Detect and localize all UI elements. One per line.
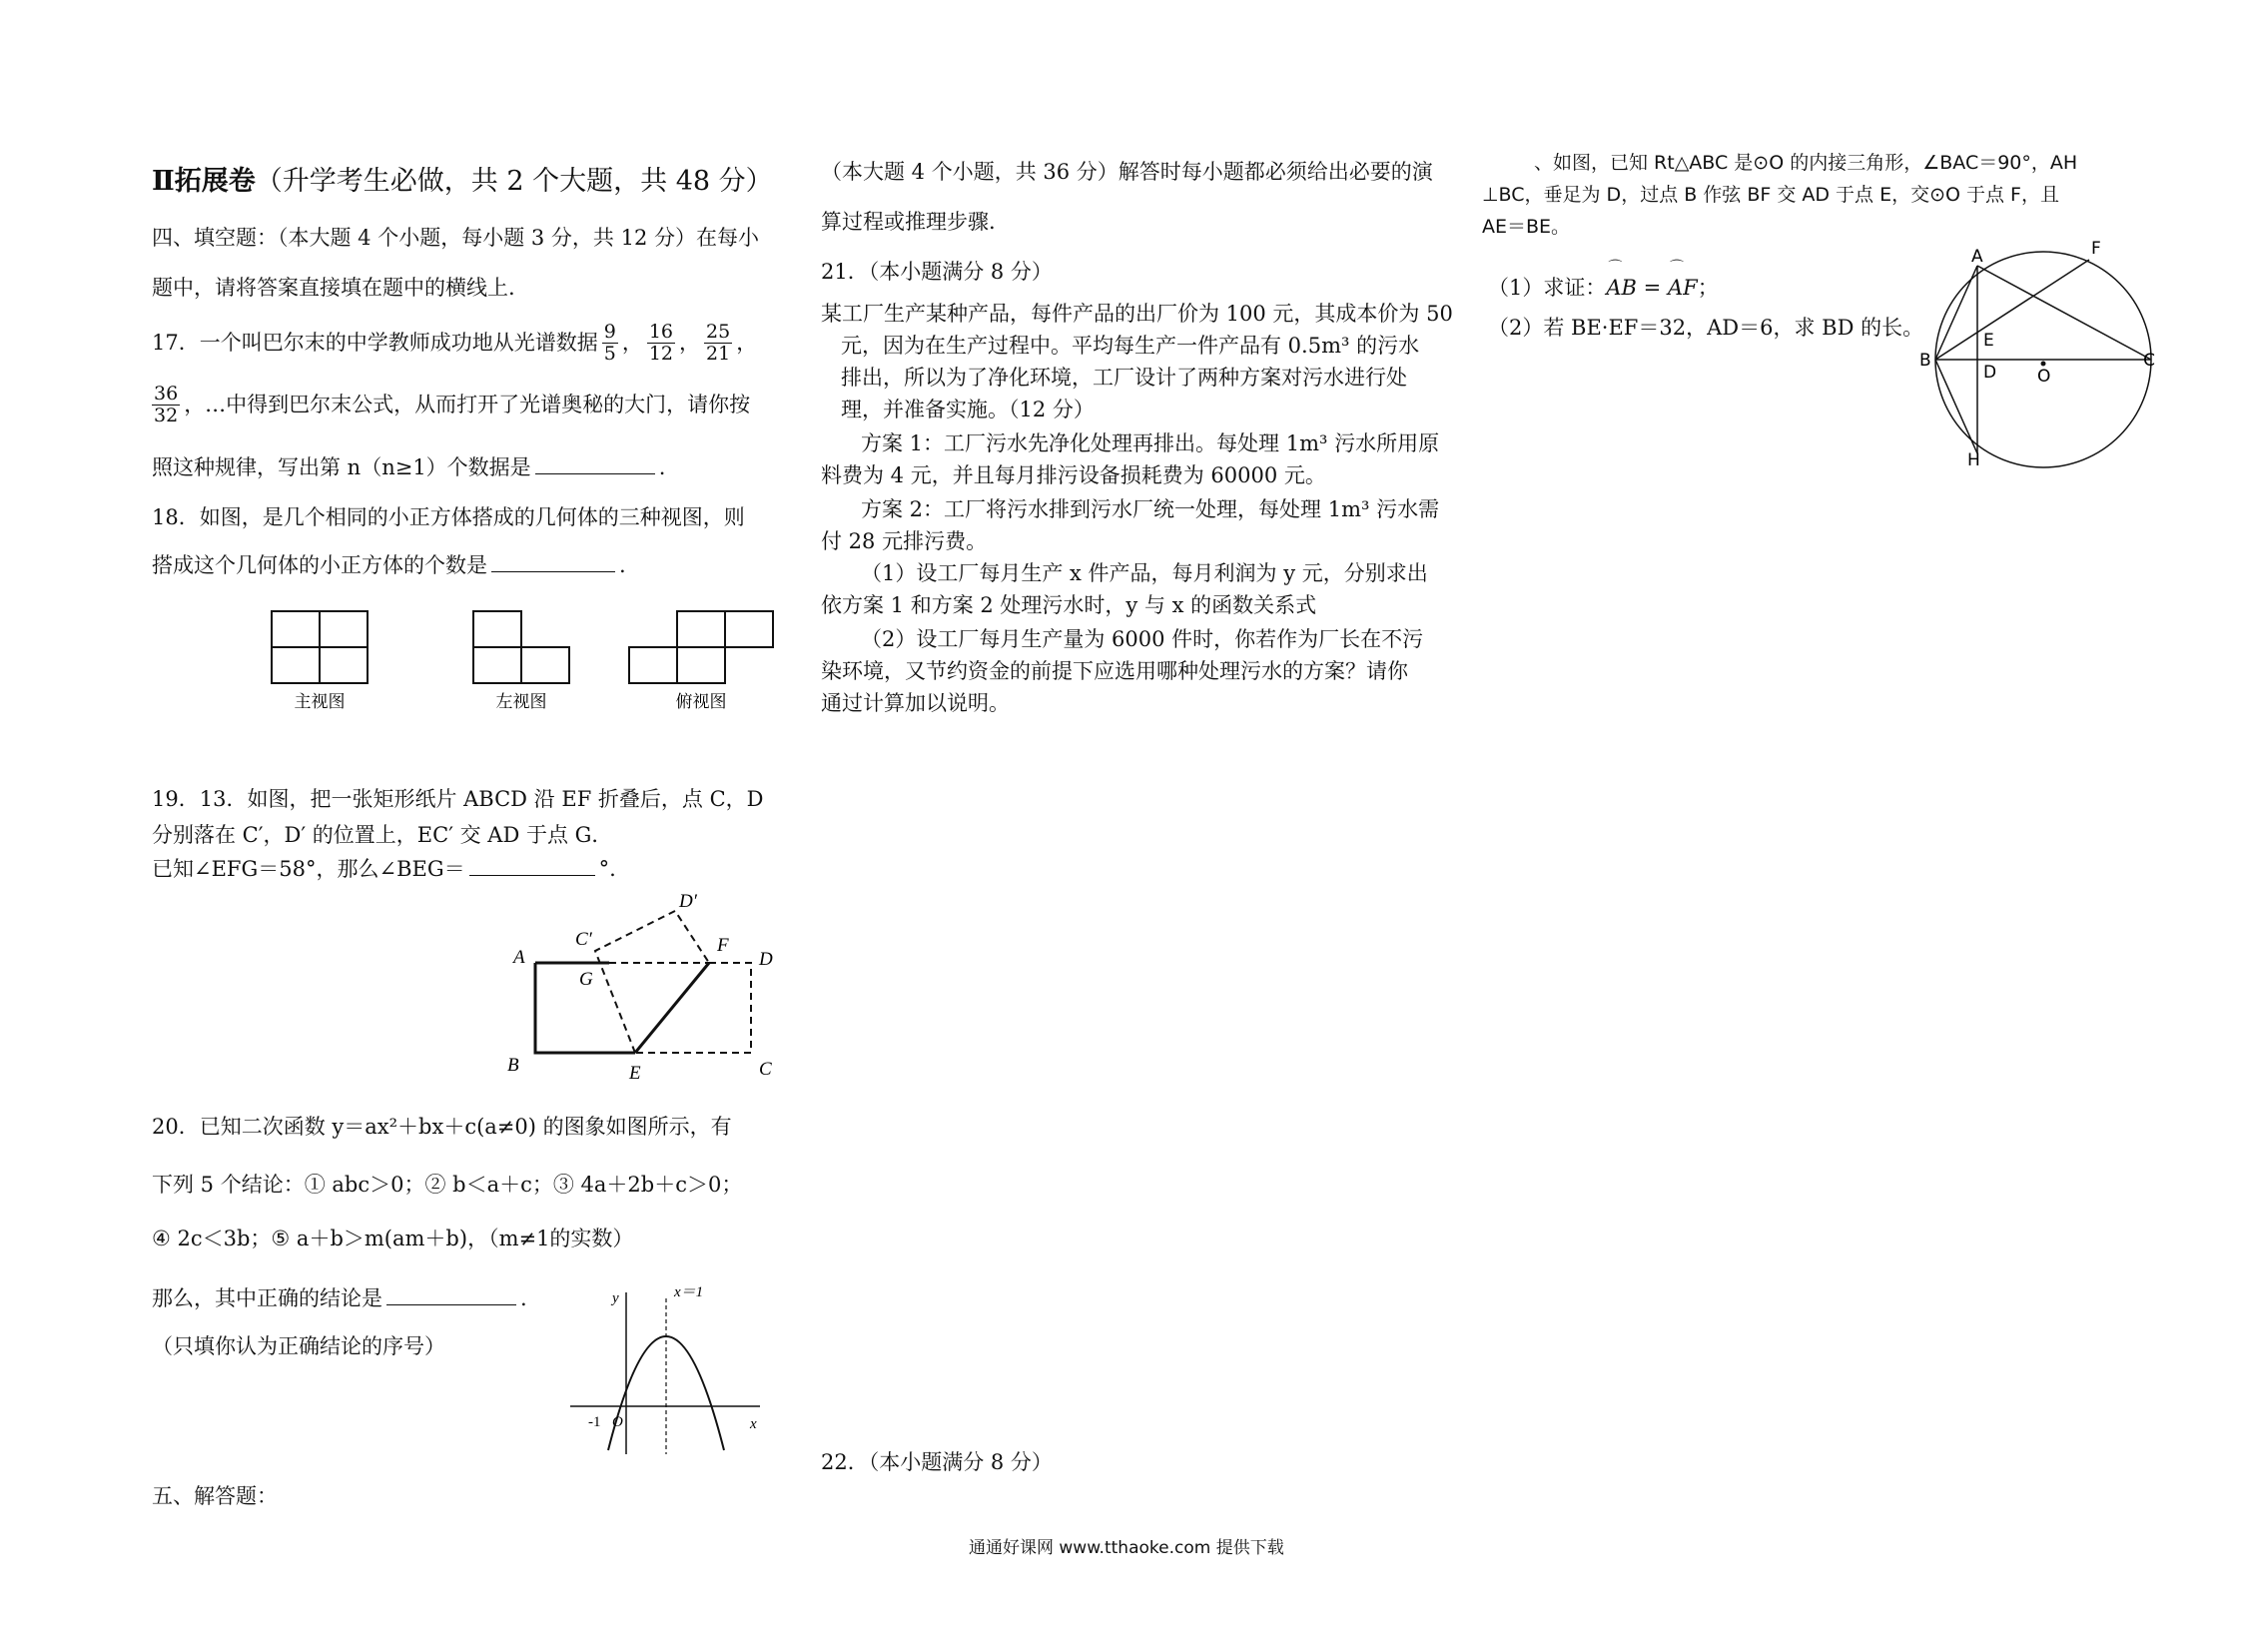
q20-line3: ④ 2c＜3b；⑤ a＋b＞m(am＋b)，（m≠1的实数） [152,1227,634,1250]
segment-bh [1935,360,1977,453]
q20-line1: 20．已知二次函数 y＝ax²＋bx＋c(a≠0) 的图象如图所示，有 [152,1115,732,1139]
front-view-label: 主视图 [294,692,346,711]
label-D: D [759,949,773,970]
label-B: B [507,1055,519,1076]
parabola-figure [564,1278,764,1458]
q17-line2 [148,384,750,426]
q17-line1: 17．一个叫巴尔末的中学教师成功地从光谱数据 $\frac{9}{5}$ ， $\frac{16}{12}$ ， $\frac{25}{21}$ ， [152,321,758,365]
q17-line3: 照这种规律，写出第 n（n≥1）个数据是 . [152,455,666,479]
fold-figure [499,879,799,1089]
axis-y-label: y [612,1290,619,1306]
symmetry-label: x＝1 [674,1284,704,1300]
left-view-cell [521,647,569,683]
q17-line2-text: ，…中得到巴尔末公式，从而打开了光谱奥秘的大门，请你按 [184,392,751,416]
sec4-line2: 题中，请将答案直接填在题中的横线上. [152,276,515,300]
q18-answer-blank[interactable] [491,553,615,572]
label-O: O [2037,367,2051,387]
label-A: A [513,947,525,968]
q21-line: 方案 1：工厂污水先净化处理再排出。每处理 1m³ 污水所用原 [861,431,1440,455]
q21-line: （2）设工厂每月生产量为 6000 件时，你若作为厂长在不污 [861,627,1424,651]
q21-line: 依方案 1 和方案 2 处理污水时，y 与 x 的函数关系式 [821,593,1317,617]
left-view-cell [473,647,521,683]
origin-label: O [612,1414,623,1430]
three-views-figure [260,599,799,719]
q19-answer-blank[interactable] [469,857,595,876]
label-D: D [1983,363,1997,383]
q21-line: 染环境，又节约资金的前提下应选用哪种处理污水的方案？请你 [821,659,1408,683]
front-view-cell [272,647,320,683]
axis-x-label: x [750,1416,757,1432]
circle-part1: （1）求证：⌒ AB = ⌒ AF； [1488,276,1719,301]
label-C-prime: C′ [575,929,592,950]
q22-heading: 22．（本小题满分 8 分） [821,1450,1053,1474]
sec5-heading: 五、解答题： [152,1484,278,1508]
q17-frac-2: $\frac{16}{12}$ [648,321,674,365]
top-view-cell [677,647,725,683]
left-view-label: 左视图 [495,692,547,711]
top-view-cell [677,611,725,647]
q19-line1: 19．13．如图，把一张矩形纸片 ABCD 沿 EF 折叠后，点 C，D [152,787,764,811]
q17-frac-3: $\frac{25}{21}$ [706,321,731,365]
front-view-cell [272,611,320,647]
sec5-intro-line1: （本大题 4 个小题，共 36 分）解答时每小题都必须给出必要的演 [821,160,1433,184]
rect-abcd-solid [535,963,751,1053]
label-A: A [1971,247,1983,267]
label-C: C [759,1059,772,1080]
label-E: E [1983,331,1994,351]
q19-line2: 分别落在 C′，D′ 的位置上，EC′ 交 AD 于点 G． [152,823,613,847]
circle-problem-line2: ⊥BC，垂足为 D，过点 B 作弦 BF 交 AD 于点 E，交⊙O 于点 F，且 [1482,184,2059,206]
label-C: C [2143,351,2155,371]
section-title-note: （升学考生必做，共 2 个大题，共 48 分） [255,166,773,197]
front-view-cell [272,647,320,683]
arc-af: ⌒ AF [1668,276,1698,301]
q18-line1: 18．如图，是几个相同的小正方体搭成的几何体的三种视图，则 [152,505,745,529]
circle-problem-line1: 、如图，已知 Rt△ABC 是⊙O 的内接三角形，∠BAC＝90°，AH [1534,152,2078,174]
q21-line: 方案 2：工厂将污水排到污水厂统一处理，每处理 1m³ 污水需 [861,497,1440,521]
q20-line2: 下列 5 个结论：① abc＞0；② b＜a＋c；③ 4a＋2b＋c＞0； [152,1173,743,1197]
top-view-cell [629,647,677,683]
q21-line: （1）设工厂每月生产 x 件产品，每月利润为 y 元，分别求出 [861,561,1428,585]
q17-answer-blank[interactable] [535,455,655,474]
front-view-cell [320,611,368,647]
sec5-intro-line2: 算过程或推理步骤. [821,210,996,234]
q21-heading: 21．（本小题满分 8 分） [821,260,1053,284]
circle-problem-line3: AE＝BE。 [1482,216,1571,238]
q21-line: 元，因为在生产过程中。平均每生产一件产品有 0.5m³ 的污水 [841,334,1420,358]
section-title-main: Ⅱ拓展卷 [152,166,256,197]
label-F: F [2091,240,2101,259]
label-D-prime: D′ [679,891,697,912]
label-B: B [1919,351,1931,371]
circle-figure [1917,240,2157,469]
label-F: F [717,935,729,956]
q20-answer-blank[interactable] [386,1286,516,1305]
q21-line: 某工厂生产某种产品，每件产品的出厂价为 100 元，其成本价为 50 [821,302,1453,326]
label-E: E [629,1063,641,1084]
sec4-line1: 四、填空题：（本大题 4 个小题，每小题 3 分，共 12 分）在每小 [152,226,759,250]
q21-line: 料费为 4 元，并且每月排污设备损耗费为 60000 元。 [821,463,1326,487]
segment-af [1977,260,2089,266]
q17-frac-1: $\frac{9}{5}$ [603,321,616,365]
q20-line5: （只填你认为正确结论的序号） [152,1334,445,1358]
footer-credit: 通通好课网 www.tthaoke.com 提供下载 [969,1538,1284,1558]
center-point [2041,362,2046,367]
q21-line: 通过计算加以说明。 [821,691,1010,715]
q17-lead: 17．一个叫巴尔末的中学教师成功地从光谱数据 [152,330,598,355]
arc-ab: ⌒ AB [1606,276,1637,301]
q19-line3: 已知∠EFG＝58°，那么∠BEG＝ °. [152,857,616,881]
neg-one-label: -1 [588,1414,601,1430]
q21-line: 排出，所以为了净化环境，工厂设计了两种方案对污水进行处 [841,366,1407,390]
label-H: H [1967,450,1980,469]
section-title [152,166,773,198]
segment-ac [1977,266,2151,360]
q20-line4: 那么，其中正确的结论是 . [152,1286,527,1310]
q21-line: 付 28 元排污费。 [821,529,988,553]
q18-line2: 搭成这个几何体的小正方体的个数是 . [152,553,626,577]
top-view-label: 俯视图 [675,692,727,711]
q17-frac-4: $\frac{36}{32}$ [154,383,179,426]
circle-part2: （2）若 BE·EF＝32，AD＝6，求 BD 的长。 [1488,316,1924,340]
label-G: G [579,969,593,990]
left-view-cell [473,611,521,647]
q21-line: 理，并准备实施。（12 分） [841,398,1095,421]
front-view-cell [320,647,368,683]
top-view-cell [725,611,773,647]
